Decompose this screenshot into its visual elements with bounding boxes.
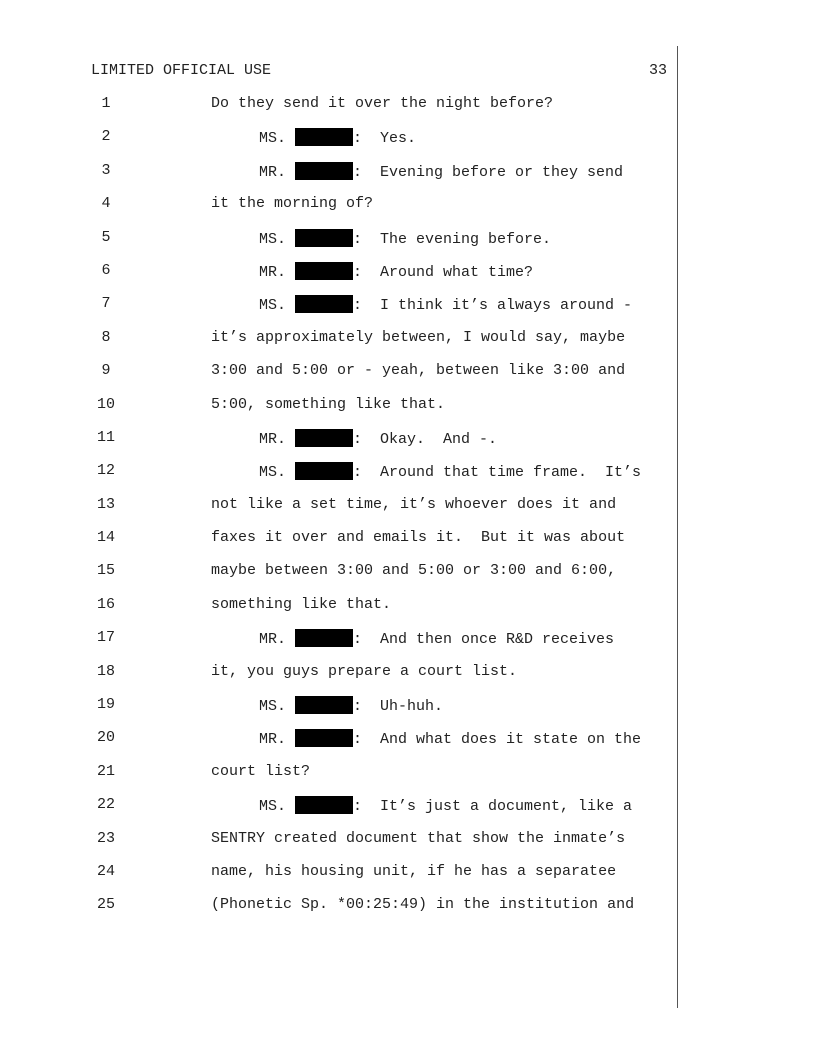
line-text bbox=[259, 462, 641, 481]
line-number: 4 bbox=[101, 195, 111, 213]
line-number: 16 bbox=[96, 595, 115, 613]
transcript-line bbox=[0, 629, 680, 662]
line-number: 17 bbox=[96, 629, 115, 647]
speaker-label: MR. bbox=[259, 263, 287, 281]
line-text: maybe between 3:00 and 5:00 or 3:00 and 6:00, bbox=[211, 562, 617, 580]
speaker-label: MS. bbox=[259, 698, 287, 716]
transcript-line bbox=[0, 729, 680, 762]
transcript-line bbox=[0, 663, 680, 696]
line-text bbox=[259, 796, 632, 815]
speaker-label: MS. bbox=[259, 297, 287, 315]
line-number: 22 bbox=[96, 796, 115, 814]
speech-text: : I think it’s always around - bbox=[353, 297, 633, 315]
transcript-line bbox=[0, 562, 680, 595]
speaker-label: MS. bbox=[259, 798, 287, 816]
speaker-label: MR. bbox=[259, 430, 287, 448]
transcript-line bbox=[0, 128, 680, 161]
speaker-label: MS. bbox=[259, 230, 287, 248]
line-number: 8 bbox=[101, 328, 111, 346]
line-text: SENTRY created document that show the inmate’s bbox=[211, 829, 626, 847]
line-number: 25 bbox=[96, 896, 115, 914]
line-number: 1 bbox=[101, 95, 111, 112]
transcript-line bbox=[0, 496, 680, 529]
speech-text: : Around that time frame. It’s bbox=[353, 464, 642, 482]
transcript-line bbox=[0, 362, 680, 395]
transcript-line bbox=[0, 195, 680, 228]
line-number: 13 bbox=[96, 495, 115, 513]
transcript-line bbox=[0, 396, 680, 429]
speech-text: : Evening before or they send bbox=[353, 163, 624, 181]
transcript-line bbox=[0, 863, 680, 896]
line-text: it the morning of? bbox=[211, 195, 374, 213]
page-number: 33 bbox=[648, 62, 667, 79]
transcript-line bbox=[0, 95, 680, 128]
transcript-line bbox=[0, 262, 680, 295]
transcript-line bbox=[0, 696, 680, 729]
line-number: 6 bbox=[101, 261, 111, 279]
line-text bbox=[259, 162, 623, 181]
redaction-box bbox=[295, 262, 353, 280]
transcript-line bbox=[0, 596, 680, 629]
redaction-box bbox=[295, 696, 353, 714]
redaction-box bbox=[295, 128, 353, 146]
line-text bbox=[259, 629, 614, 648]
line-number: 12 bbox=[96, 462, 115, 480]
speaker-label: MR. bbox=[259, 731, 287, 749]
line-text: not like a set time, it’s whoever does it and bbox=[211, 495, 617, 513]
transcript-line bbox=[0, 796, 680, 829]
transcript-line bbox=[0, 896, 680, 929]
transcript-line bbox=[0, 229, 680, 262]
line-number: 20 bbox=[96, 729, 115, 747]
line-text bbox=[259, 229, 551, 248]
line-text bbox=[259, 729, 641, 748]
transcript-line bbox=[0, 295, 680, 328]
speaker-label: MR. bbox=[259, 631, 287, 649]
line-number: 11 bbox=[96, 428, 115, 446]
transcript-line bbox=[0, 462, 680, 495]
line-number: 18 bbox=[96, 662, 115, 680]
line-text bbox=[259, 696, 443, 715]
redaction-box bbox=[295, 429, 353, 447]
line-number: 14 bbox=[96, 529, 115, 547]
redaction-box bbox=[295, 462, 353, 480]
transcript-line bbox=[0, 763, 680, 796]
line-number: 7 bbox=[101, 295, 111, 313]
line-number: 24 bbox=[96, 862, 115, 880]
speech-text: : Uh-huh. bbox=[353, 698, 444, 716]
line-text bbox=[259, 262, 533, 281]
line-number: 15 bbox=[96, 562, 115, 580]
line-text bbox=[259, 295, 632, 314]
line-text: 3:00 and 5:00 or - yeah, between like 3:00 and bbox=[211, 362, 626, 380]
line-number: 2 bbox=[101, 128, 111, 146]
speech-text: : It’s just a document, like a bbox=[353, 798, 633, 816]
speaker-label: MS. bbox=[259, 464, 287, 482]
line-text: faxes it over and emails it. But it was about bbox=[211, 529, 626, 547]
redaction-box bbox=[295, 162, 353, 180]
speech-text: : Around what time? bbox=[353, 263, 534, 281]
line-number: 23 bbox=[96, 829, 115, 847]
line-text bbox=[259, 429, 497, 448]
transcript-line bbox=[0, 830, 680, 863]
redaction-box bbox=[295, 229, 353, 247]
line-text: name, his housing unit, if he has a separatee bbox=[211, 862, 617, 880]
transcript-lines bbox=[0, 95, 680, 930]
line-text bbox=[259, 128, 416, 147]
classification-header: LIMITED OFFICIAL USE bbox=[91, 62, 272, 79]
line-text: court list? bbox=[211, 762, 311, 780]
line-text: (Phonetic Sp. *00:25:49) in the institution and bbox=[211, 896, 635, 914]
transcript-line bbox=[0, 329, 680, 362]
line-text: it, you guys prepare a court list. bbox=[211, 662, 518, 680]
line-number: 21 bbox=[96, 762, 115, 780]
line-number: 5 bbox=[101, 228, 111, 246]
speech-text: : And then once R&D receives bbox=[353, 631, 615, 649]
line-text: 5:00, something like that. bbox=[211, 395, 446, 413]
redaction-box bbox=[295, 729, 353, 747]
speech-text: : Okay. And -. bbox=[353, 430, 498, 448]
line-text: Do they send it over the night before? bbox=[211, 95, 554, 112]
speaker-label: MR. bbox=[259, 163, 287, 181]
redaction-box bbox=[295, 295, 353, 313]
line-number: 19 bbox=[96, 696, 115, 714]
line-text: it’s approximately between, I would say, maybe bbox=[211, 328, 626, 346]
transcript-line bbox=[0, 429, 680, 462]
speech-text: : The evening before. bbox=[353, 230, 552, 248]
speech-text: : And what does it state on the bbox=[353, 731, 642, 749]
line-number: 10 bbox=[96, 395, 115, 413]
line-number: 9 bbox=[101, 362, 111, 380]
redaction-box bbox=[295, 629, 353, 647]
line-number: 3 bbox=[101, 161, 111, 179]
line-text: something like that. bbox=[211, 595, 392, 613]
transcript-line bbox=[0, 529, 680, 562]
speech-text: : Yes. bbox=[353, 130, 417, 148]
redaction-box bbox=[295, 796, 353, 814]
speaker-label: MS. bbox=[259, 130, 287, 148]
transcript-line bbox=[0, 162, 680, 195]
